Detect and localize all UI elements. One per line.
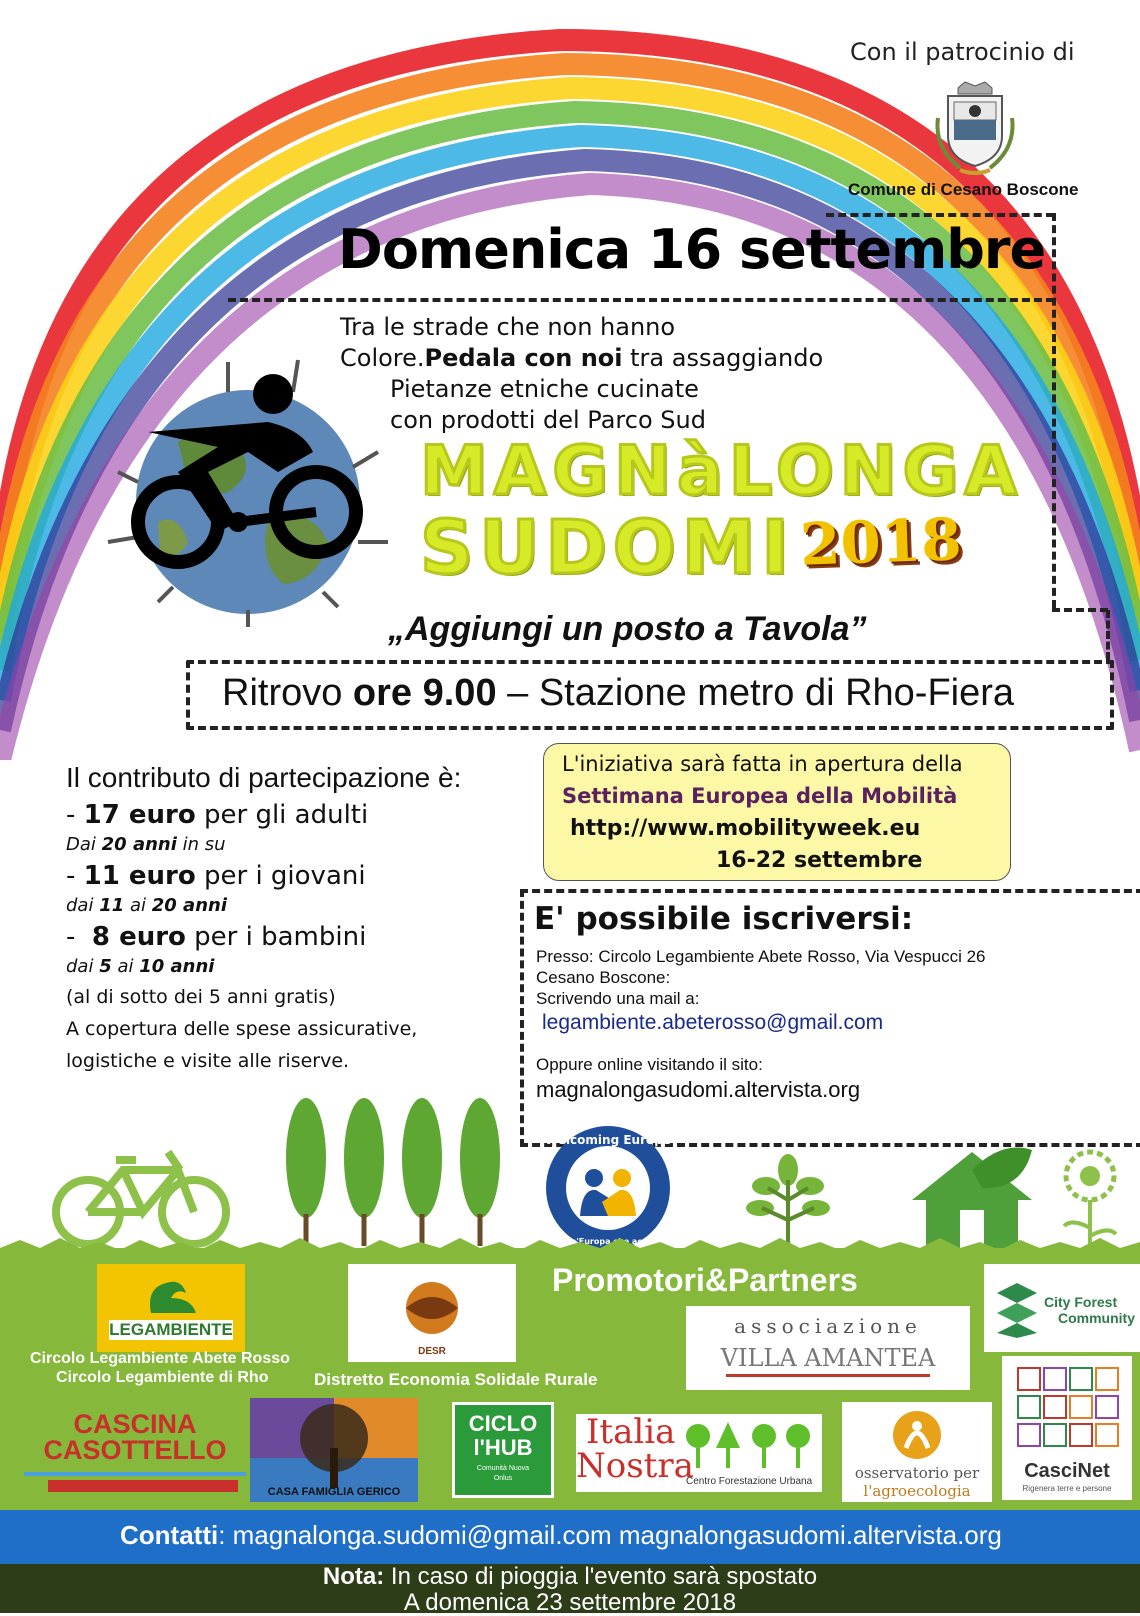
coat-of-arms-icon: [930, 78, 1020, 176]
note-bar: [0, 1563, 1140, 1616]
note-line-2: A domenica 23 settembre 2018: [403, 1589, 737, 1616]
dashed-frame-step: [1052, 608, 1108, 612]
dashed-frame-right: [1052, 213, 1056, 608]
ciclo-label-2: l'HUB: [473, 1435, 533, 1460]
italia-trees-icon: [686, 1418, 816, 1470]
badge-top-text: Welcoming Europe: [545, 1133, 671, 1147]
contacts-bar: [0, 1510, 1140, 1564]
italia-label-1: Italia: [586, 1412, 676, 1452]
globe-cyclist-icon: [88, 352, 408, 632]
mobility-url[interactable]: http://www.mobilityweek.eu: [570, 816, 921, 841]
meeting-point-text: Ritrovo ore 9.00 – Stazione metro di Rho-Fiera: [222, 672, 1015, 714]
event-intro: [340, 312, 823, 436]
price-kids: - 8 euro per i bambini: [66, 922, 367, 952]
welcoming-europe-badge-icon: [542, 1122, 674, 1254]
contacts-text: Contatti: magnalonga.sudomi@gmail.com magnalongasudomi.altervista.org: [120, 1520, 1002, 1550]
desr-label: Distretto Economia Solidale Rurale: [314, 1370, 598, 1389]
price-kids-note: dai 5 ai 10 anni: [66, 956, 215, 977]
ciclo-hub-logo: [452, 1402, 554, 1498]
intro-line-2: Colore.Pedala con noi tra assaggiando: [340, 344, 824, 372]
contribution-heading: Il contributo di partecipazione è:: [66, 762, 462, 793]
price-young: - 11 euro per i giovani: [66, 861, 366, 891]
registration-email-link[interactable]: legambiente.abeterosso@gmail.com: [542, 1011, 884, 1034]
price-adults-note: Dai 20 anni in su: [66, 834, 226, 855]
logo-year: 2018: [798, 505, 963, 579]
dashed-frame-underline: [228, 298, 1054, 302]
mobility-week-box: [543, 743, 1011, 881]
italia-sub: Centro Forestazione Urbana: [686, 1476, 813, 1487]
registration-presso: Presso: Circolo Legambiente Abete Rosso, Via Vespucci 26: [536, 947, 986, 966]
cover-note-2: logistiche e visite alle riserve.: [66, 1050, 350, 1072]
cascina-label-2: CASOTTELLO: [43, 1435, 227, 1465]
comune-name: Comune di Cesano Boscone: [848, 180, 1079, 199]
dashed-frame-step-down: [1106, 610, 1110, 660]
desr-sun-icon: [392, 1272, 472, 1346]
cascinet-pattern-icon: [1014, 1364, 1120, 1452]
intro-line-4: con prodotti del Parco Sud: [390, 406, 706, 434]
cascina-label-1: CASCINA: [73, 1409, 197, 1439]
villa-label-1: associazione: [734, 1314, 922, 1338]
grass-edge: [0, 1236, 1140, 1256]
green-house-icon: [902, 1140, 1042, 1248]
dashed-frame-top: [826, 213, 1054, 217]
desr-logo: [348, 1264, 516, 1362]
cascina-casottello-logo: [24, 1404, 246, 1496]
cascinet-sub: Rigenera terre e persone: [1022, 1484, 1112, 1493]
osservatorio-label-1: osservatorio per: [854, 1464, 980, 1482]
legambiente-swan-icon: [141, 1268, 201, 1318]
event-date-title: Domenica 16 settembre: [338, 218, 1046, 281]
ciclo-label-4: Onlus: [493, 1475, 513, 1482]
villa-label-2: VILLA AMANTEA: [720, 1344, 936, 1372]
partners-heading: Promotori&Partners: [552, 1262, 858, 1298]
registration-mail-intro: Scrivendo una mail a:: [536, 989, 700, 1008]
event-slogan: „Aggiungi un posto a Tavola”: [388, 610, 867, 648]
italia-label-2: Nostra: [576, 1446, 694, 1486]
registration-site-link[interactable]: magnalongasudomi.altervista.org: [536, 1077, 861, 1102]
gerico-label: CASA FAMIGLIA GERICO: [267, 1486, 401, 1498]
trees-icon: [284, 1096, 504, 1248]
cascinet-name: CasciNet: [1024, 1460, 1110, 1482]
registration-heading: E' possibile iscriversi:: [534, 901, 914, 937]
magnalonga-logo-line-1: MAGNàLONGA: [420, 432, 1023, 511]
intro-line-3: Pietanze etniche cucinate: [390, 375, 699, 403]
legambiente-label-2: Circolo Legambiente di Rho: [56, 1369, 269, 1386]
meeting-point-box: [186, 660, 1114, 730]
mobility-dates: 16-22 settembre: [716, 848, 923, 873]
contribution-section: [66, 762, 461, 1075]
villa-amantea-logo: [686, 1306, 970, 1390]
osservatorio-label-2: l'agroecologia: [863, 1482, 971, 1500]
note-line-1: Nota: In caso di pioggia l'evento sarà spostato: [322, 1563, 818, 1590]
legambiente-label-1: Circolo Legambiente Abete Rosso: [30, 1350, 290, 1367]
mobility-line-1: L'iniziativa sarà fatta in apertura della: [562, 752, 963, 776]
mobility-line-2: Settimana Europea della Mobilità: [562, 784, 958, 808]
city-forest-logo: [984, 1264, 1140, 1352]
legambiente-name: LEGAMBIENTE: [109, 1320, 233, 1339]
city-forest-label-2: Community: [1058, 1310, 1135, 1326]
cascina-stripe-blue: [24, 1472, 246, 1476]
casa-famiglia-gerico-logo: [250, 1398, 418, 1502]
registration-online-intro: Oppure online visitando il sito:: [536, 1055, 763, 1074]
magnalonga-logo-line-2: SUDOMI: [420, 505, 795, 591]
cascinet-logo: [1002, 1356, 1132, 1500]
osservatorio-logo: [842, 1402, 992, 1502]
dandelion-icon: [1050, 1148, 1130, 1250]
legambiente-logo: [97, 1264, 245, 1352]
villa-underline: [726, 1374, 930, 1377]
intro-line-1: Tra le strade che non hanno: [340, 313, 676, 341]
registration-box: [520, 889, 1140, 1147]
patronage-text: Con il patrocinio di: [850, 38, 1075, 66]
osservatorio-icon: [886, 1408, 948, 1462]
desr-acronym: DESR: [418, 1346, 446, 1357]
ciclo-label-3: Comunità Nuova: [476, 1465, 530, 1472]
cascina-stripe-red: [48, 1480, 238, 1492]
badge-bottom-text: per un'Europa che accoglie: [547, 1237, 669, 1246]
italia-nostra-logo: [576, 1414, 822, 1492]
registration-city: Cesano Boscone:: [536, 968, 671, 987]
ciclo-label-1: CICLO: [468, 1411, 538, 1436]
cover-note-1: A copertura delle spese assicurative,: [66, 1018, 418, 1040]
city-forest-label-1: City Forest: [1044, 1294, 1118, 1310]
price-adults: - 17 euro per gli adulti: [66, 800, 369, 830]
city-forest-leaves-icon: [992, 1278, 1042, 1338]
price-young-note: dai 11 ai 20 anni: [66, 895, 227, 916]
free-note: (al di sotto dei 5 anni gratis): [66, 986, 336, 1008]
sapling-icon: [740, 1150, 836, 1250]
